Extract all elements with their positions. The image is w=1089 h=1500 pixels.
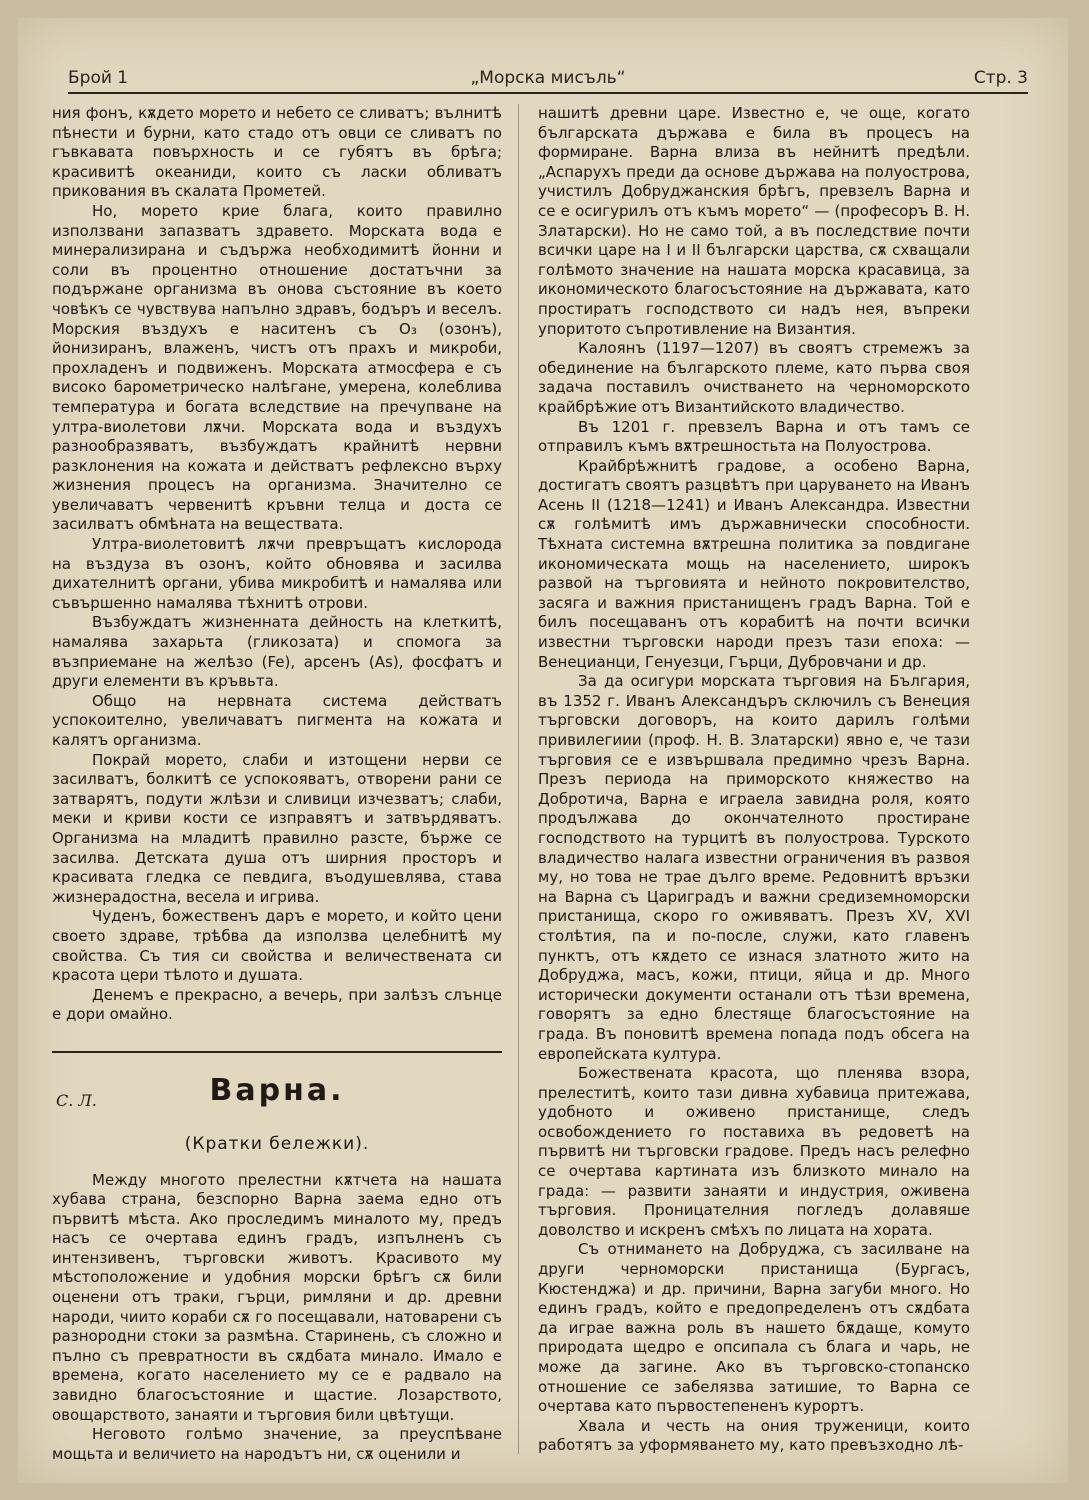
issue-number: Брой 1: [68, 68, 129, 88]
paragraph: Ултра-виолетовитѣ лѫчи превръщатъ кислорода на въздуза въ озонъ, който обновява и засилва дихателнитѣ органи, убива микробитѣ и намалява или съвършенно намалява тѣхнитѣ отрови.: [52, 535, 502, 612]
paragraph: Денемъ е прекрасно, а вечерь, при залѣзъ слънце е дори омайно.: [52, 985, 502, 1024]
paragraph: Покрай морето, слаби и изтощени нерви се засилватъ, болкитѣ се успокояватъ, отворени рани се затварятъ, подути жлѣзи и сливици изчезватъ; слаби, меки и криви кости се изправятъ и затвърдяватъ. Организма на младитѣ правилно разсте, бърже се засилва. Детската душа отъ ширния просторъ и красивата гледка се певдига, въодушевлява, става жизнерадостна, весела и игрива.: [52, 750, 502, 906]
paragraph: Хвала и честь на ония труженици, които работятъ за уформяването му, като превъзходно лѣ-: [538, 1416, 970, 1455]
paragraph: Божествената красота, що пленява взора, прелеститѣ, които тази дивна хубавица притежава, удобното и оживено пристанище, следъ освобождението го поставиха въ редоветѣ на първитѣ ни търговски градове. Предъ насъ релефно се очертава картината изъ близкото минало на града: — развити занаяти и индустрия, оживена търговия. Проницателния погледъ долавяше доволство и искренъ смѣхъ по лицата на хората.: [538, 1064, 970, 1239]
paragraph: Съ отнимането на Добруджа, съ засилване на други черноморски пристанища (Бургасъ, Кюстенджа) и др. причини, Варна загуби много. Но единъ градъ, който е предопределенъ отъ сѫдбата да играе важна роль въ нашето бѫдаще, комуто природата щедро е опсипала съ блага и чарь, не може да загине. Ако въ търговско-стопанско отношение се забелязва затишие, то Варна се очертава като първостепененъ курортъ.: [538, 1240, 970, 1416]
paragraph: Но, морето крие блага, които правилно използвани запазватъ здравето. Морската вода е минерализирана и съдържа необходимитѣ йонни и соли въ процентно отношение достатъчни за подържане организма въ онова състояние въ което човѣкъ се чувствува напълно здравъ, бодъръ и веселъ. Морския въздухъ е наситенъ съ О₃ (озонъ), йонизиранъ, влаженъ, чистъ отъ прахъ и микроби, прохладенъ и подвиженъ. Морската атмосфера е съ високо барометрическо налѣгане, умерена, колеблива температура и богата вследствие на пречупване на ултра-виолетови лѫчи. Морската вода и въздухъ разнообразяватъ, възбуждатъ крайнитѣ нервни разклонения на кожата и действатъ рефлексно върху жизнения процесъ на организма. Значително се увеличаватъ червенитѣ кръвни телца и доста се засилватъ обмѣната на веществата.: [52, 201, 502, 534]
article-heading: [52, 1072, 502, 1135]
paragraph: Калоянъ (1197—1207) въ своятъ стремежъ за обединение на българското племе, като първа своя задача поставилъ очистването на черноморското крайбрѣжие отъ Византийското владичество.: [538, 339, 970, 416]
page-number: Стр. 3: [973, 68, 1028, 88]
paragraph: Възбуждатъ жизненната дейность на клеткитѣ, намалява захарьта (гликозата) и спомога за възприемане на желѣзо (Fe), арсенъ (As), фосфатъ и други елементи въ кръвьта.: [52, 613, 502, 691]
article-title: Варна.: [209, 1072, 345, 1108]
paragraph: Между многото прелестни кѫтчета на нашата хубава страна, безспорно Варна заема едно отъ първитѣ мѣста. Ако проследимъ миналото му, предъ насъ се очертава единъ градъ, изпълненъ съ интензивенъ, търговски животъ. Красивото му мѣстоположение и удобния морски брѣгъ сѫ били оценени отъ траки, гърци, римляни и др. древни народи, чиито кораби сѫ го посещавали, натоварени съ разнородни стоки за размѣна. Старинень, съ сложно и пълно съ превратности въ сѫдбата минало. Имало е времена, когато населението му се е радвало на завидно благосъстояние и щастие. Лозарството, овощарството, занаяти и търговия били цвѣтущи.: [52, 1170, 502, 1424]
paragraph: Крайбрѣжнитѣ градове, а особено Варна, достигатъ своятъ разцвѣтъ при царуването на Иванъ Асень II (1218—1241) и Иванъ Александра. Известни сѫ голѣмитѣ имъ държавнически способности. Тѣхната системна вѫтрешна политика за повдигане икономическата мощь на населението, широкъ развой на търговията и нейното покровителство, засяга и важния пристанищенъ градъ Варна. Той е билъ посещаванъ отъ корабитѣ на почти всички известни търговски народи презъ тази епоха: — Венецианци, Генуезци, Гърци, Дубровчани и др.: [538, 456, 970, 671]
right-column: [538, 104, 970, 1456]
article-separator: [52, 1051, 502, 1053]
paragraph: Общо на нервната система действатъ успокоително, увеличаватъ пигмента на кожата и калятъ организма.: [52, 691, 502, 749]
left-column: [52, 104, 502, 1464]
page-header: [68, 58, 1028, 94]
paragraph: За да осигури морската търговия на България, въ 1352 г. Иванъ Александъръ сключилъ съ Венеция търговски договоръ, на които дарилъ голѣми привилегиии (проф. Н. В. Златарски) явно е, че тази търговия се е извършвала предимно чрезъ Варна. Презъ периода на приморското княжество на Добротича, Варна е играела завидна роля, която продължава до окончателното простиране господството на турцитѣ въ полуострова. Турското владичество налага известни ограничения въ развоя му, но това не трае дълго време. Редовнитѣ връзки на Варна съ Цариградъ и важни средиземноморски пристанища, скоро го оживяватъ. Презъ XV, XVI столѣтия, па и по-после, служи, като главенъ пунктъ, отъ кѫдето се изнася златното жито на Добруджа, масъ, кожи, птици, яйца и др. Много исторически документи останали отъ тѣзи времена, говорятъ за едно блестяще благосъстояние на града. Въ поновитѣ времена попада подъ обсега на европейската култура.: [538, 672, 970, 1063]
newspaper-page: [18, 18, 1068, 1483]
column-divider: [518, 104, 519, 1454]
paragraph: Чуденъ, божественъ даръ е морето, и който цени своето здраве, трѣбва да използва целебнитѣ му свойства. Съ тия си свойства и величествената си красота цери тѣлото и душата.: [52, 907, 502, 985]
newspaper-title: „Морска мисъль“: [470, 68, 626, 88]
paragraph: ния фонъ, кѫдето морето и небето се сливатъ; вълнитѣ пѣнести и бурни, като стадо отъ овци се сливатъ по гъвкавата повърхность и се губятъ въ брѣга; красивитѣ океаниди, които съ ласки обливатъ прикования въ скалата Прометей.: [52, 104, 502, 201]
article-subtitle: (Кратки бележки).: [184, 1133, 370, 1154]
paragraph: Въ 1201 г. превзелъ Варна и отъ тамъ се отправилъ къмъ вѫтрешностьта на Полуострова.: [538, 417, 970, 456]
paragraph: Неговото голѣмо значение, за преуспѣване мощьта и величието на народътъ ни, сѫ оценили и: [52, 1425, 502, 1463]
paragraph: нашитѣ древни царе. Известно е, че още, когато българската държава е била въ процесъ на формиране. Варна влиза въ нейнитѣ предѣли. „Аспарухъ преди да основе държава на полуострова, учистилъ Добруджанския брѣгъ, превзелъ Варна и се е осигурилъ отъ къмъ морето“ — (професоръ В. Н. Златарски). Но не само той, а въ последствие почти всички царе на I и II български царства, сѫ схващали голѣмото значение на нашата морска красавица, за икономическото благосъстояние на държавата, като простиратъ господството си надъ нея, въпреки упоритото съпротивление на Византия.: [538, 104, 970, 338]
article-author: С. Л.: [56, 1090, 97, 1110]
